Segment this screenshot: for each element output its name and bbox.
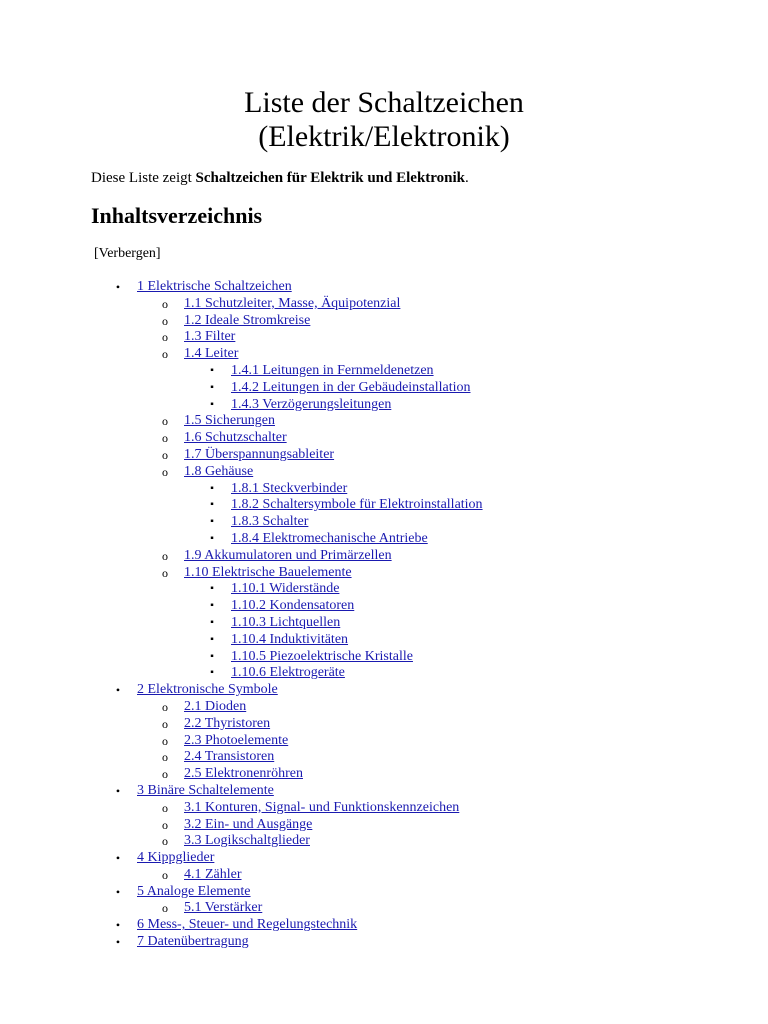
intro-suffix: . xyxy=(465,170,469,186)
list-bullet-icon: • xyxy=(115,851,121,866)
title-line-1: Liste der Schaltzeichen xyxy=(244,86,524,119)
toc-item xyxy=(0,900,768,917)
list-bullet-icon: o xyxy=(162,347,168,362)
toc-link[interactable]: 1.3 Filter xyxy=(184,329,236,345)
toc-item xyxy=(0,346,768,363)
toc-link[interactable]: 2.3 Photoelemente xyxy=(184,732,289,748)
toc-item xyxy=(0,481,768,498)
toc-link[interactable]: 6 Mess-, Steuer- und Regelungstechnik xyxy=(137,917,358,933)
toc-item xyxy=(0,413,768,430)
list-bullet-icon: o xyxy=(162,750,168,765)
toc-item xyxy=(0,682,768,699)
toc-link[interactable]: 1.10.3 Lichtquellen xyxy=(231,614,341,630)
toc-item xyxy=(0,313,768,330)
toc-link[interactable]: 1.9 Akkumulatoren und Primärzellen xyxy=(184,547,392,563)
list-bullet-icon: o xyxy=(162,431,168,446)
toc-item xyxy=(0,380,768,397)
toc-item xyxy=(0,397,768,414)
list-bullet-icon: ▪ xyxy=(210,633,214,645)
list-bullet-icon: o xyxy=(162,716,168,731)
toc-link[interactable]: 3.1 Konturen, Signal- und Funktionskennzeichen xyxy=(184,799,460,815)
page-title xyxy=(0,86,768,154)
toc-item xyxy=(0,598,768,615)
toc-link[interactable]: 2.2 Thyristoren xyxy=(184,715,271,731)
toc-link[interactable]: 1.10.2 Kondensatoren xyxy=(231,598,355,614)
toc-link[interactable]: 1.4 Leiter xyxy=(184,346,239,362)
intro-prefix: Diese Liste zeigt xyxy=(91,170,196,186)
list-bullet-icon: o xyxy=(162,313,168,328)
list-bullet-icon: ▪ xyxy=(210,398,214,410)
toc-item xyxy=(0,329,768,346)
toc-link[interactable]: 1.2 Ideale Stromkreise xyxy=(184,312,311,328)
toc-item xyxy=(0,716,768,733)
toc-item xyxy=(0,934,768,951)
toc-item xyxy=(0,766,768,783)
toc-item xyxy=(0,833,768,850)
list-bullet-icon: o xyxy=(162,447,168,462)
list-bullet-icon: • xyxy=(115,918,121,933)
toc-link[interactable]: 3.3 Logikschaltglieder xyxy=(184,833,310,849)
toc-item xyxy=(0,581,768,598)
toc-link[interactable]: 1.8.1 Steckverbinder xyxy=(231,480,348,496)
toc-link[interactable]: 5.1 Verstärker xyxy=(184,900,263,916)
toc-link[interactable]: 2.5 Elektronenröhren xyxy=(184,766,303,782)
toc-item xyxy=(0,733,768,750)
toc-item xyxy=(0,665,768,682)
list-bullet-icon: o xyxy=(162,464,168,479)
toc-link[interactable]: 1.8.3 Schalter xyxy=(231,514,309,530)
toc-item xyxy=(0,615,768,632)
toc-link[interactable]: 4.1 Zähler xyxy=(184,866,242,882)
toc-link[interactable]: 1.6 Schutzschalter xyxy=(184,430,287,446)
toc-link[interactable]: 1.10.6 Elektrogeräte xyxy=(231,665,345,681)
toc-link[interactable]: 1.10.5 Piezoelektrische Kristalle xyxy=(231,648,413,664)
list-bullet-icon: ▪ xyxy=(210,532,214,544)
toc-link[interactable]: 5 Analoge Elemente xyxy=(137,883,251,899)
toc-link[interactable]: 1.8.2 Schaltersymbole für Elektroinstallation xyxy=(231,497,483,513)
toc-link[interactable]: 3 Binäre Schaltelemente xyxy=(137,782,274,798)
toc-item xyxy=(0,867,768,884)
toc-item xyxy=(0,296,768,313)
list-bullet-icon: ▪ xyxy=(210,650,214,662)
toc-link[interactable]: 1.10 Elektrische Bauelemente xyxy=(184,564,352,580)
toc-item xyxy=(0,363,768,380)
list-bullet-icon: ▪ xyxy=(210,600,214,612)
toc-item xyxy=(0,783,768,800)
toc-item xyxy=(0,749,768,766)
list-bullet-icon: • xyxy=(115,935,121,950)
list-bullet-icon: o xyxy=(162,834,168,849)
toc-link[interactable]: 4 Kippglieder xyxy=(137,850,215,866)
list-bullet-icon: o xyxy=(162,414,168,429)
toc-item xyxy=(0,850,768,867)
list-bullet-icon: • xyxy=(115,783,121,798)
list-bullet-icon: o xyxy=(162,699,168,714)
toc-item xyxy=(0,817,768,834)
toc-item xyxy=(0,632,768,649)
toc-link[interactable]: 1.1 Schutzleiter, Masse, Äquipotenzial xyxy=(184,295,401,311)
list-bullet-icon: o xyxy=(162,817,168,832)
title-line-2: (Elektrik/Elektronik) xyxy=(258,120,510,153)
toc-link[interactable]: 7 Datenübertragung xyxy=(137,934,249,950)
toc-item xyxy=(0,800,768,817)
toc-link[interactable]: 1.8 Gehäuse xyxy=(184,463,254,479)
toc-item xyxy=(0,699,768,716)
toc-link[interactable]: 1.10.1 Widerstände xyxy=(231,581,340,597)
list-bullet-icon: ▪ xyxy=(210,364,214,376)
list-bullet-icon: o xyxy=(162,901,168,916)
toc-item xyxy=(0,917,768,934)
toc-link[interactable]: 2.4 Transistoren xyxy=(184,749,275,765)
toc-item xyxy=(0,279,768,296)
toc-item xyxy=(0,884,768,901)
toc-link[interactable]: 2.1 Dioden xyxy=(184,698,247,714)
toc-link[interactable]: 3.2 Ein- und Ausgänge xyxy=(184,816,313,832)
list-bullet-icon: ▪ xyxy=(210,381,214,393)
list-bullet-icon: ▪ xyxy=(210,516,214,528)
list-bullet-icon: ▪ xyxy=(210,667,214,679)
list-bullet-icon: o xyxy=(162,867,168,882)
list-bullet-icon: o xyxy=(162,296,168,311)
list-bullet-icon: ▪ xyxy=(210,583,214,595)
table-of-contents xyxy=(0,279,768,951)
intro-paragraph xyxy=(91,169,469,187)
list-bullet-icon: o xyxy=(162,733,168,748)
toc-item xyxy=(0,447,768,464)
toc-link[interactable]: 1.7 Überspannungsableiter xyxy=(184,446,335,462)
list-bullet-icon: • xyxy=(115,683,121,698)
toc-link[interactable]: 1 Elektrische Schaltzeichen xyxy=(137,279,292,294)
toc-link[interactable]: 1.4.1 Leitungen in Fernmeldenetzen xyxy=(231,362,434,378)
list-bullet-icon: o xyxy=(162,800,168,815)
toc-item xyxy=(0,497,768,514)
toc-item xyxy=(0,514,768,531)
toc-item xyxy=(0,565,768,582)
toc-item xyxy=(0,430,768,447)
toc-link[interactable]: 1.4.3 Verzögerungsleitungen xyxy=(231,396,392,412)
toc-item xyxy=(0,531,768,548)
list-bullet-icon: ▪ xyxy=(210,499,214,511)
list-bullet-icon: ▪ xyxy=(210,616,214,628)
toc-item xyxy=(0,464,768,481)
toc-link[interactable]: 2 Elektronische Symbole xyxy=(137,682,278,698)
toc-link[interactable]: 1.4.2 Leitungen in der Gebäudeinstallation xyxy=(231,379,471,395)
intro-bold-text: Schaltzeichen für Elektrik und Elektronik xyxy=(195,170,466,186)
list-bullet-icon: o xyxy=(162,330,168,345)
toc-link[interactable]: 1.10.4 Induktivitäten xyxy=(231,631,349,647)
toc-heading: Inhaltsverzeichnis xyxy=(91,203,263,228)
toc-item xyxy=(0,649,768,666)
toc-link[interactable]: 1.5 Sicherungen xyxy=(184,413,275,429)
list-bullet-icon: • xyxy=(115,280,121,294)
list-bullet-icon: o xyxy=(162,767,168,782)
list-bullet-icon: ▪ xyxy=(210,482,214,494)
list-bullet-icon: • xyxy=(115,884,121,899)
toc-item xyxy=(0,548,768,565)
toc-link[interactable]: 1.8.4 Elektromechanische Antriebe xyxy=(231,530,428,546)
list-bullet-icon: o xyxy=(162,565,168,580)
toc-toggle-link[interactable]: [Verbergen] xyxy=(94,246,161,261)
list-bullet-icon: o xyxy=(162,548,168,563)
